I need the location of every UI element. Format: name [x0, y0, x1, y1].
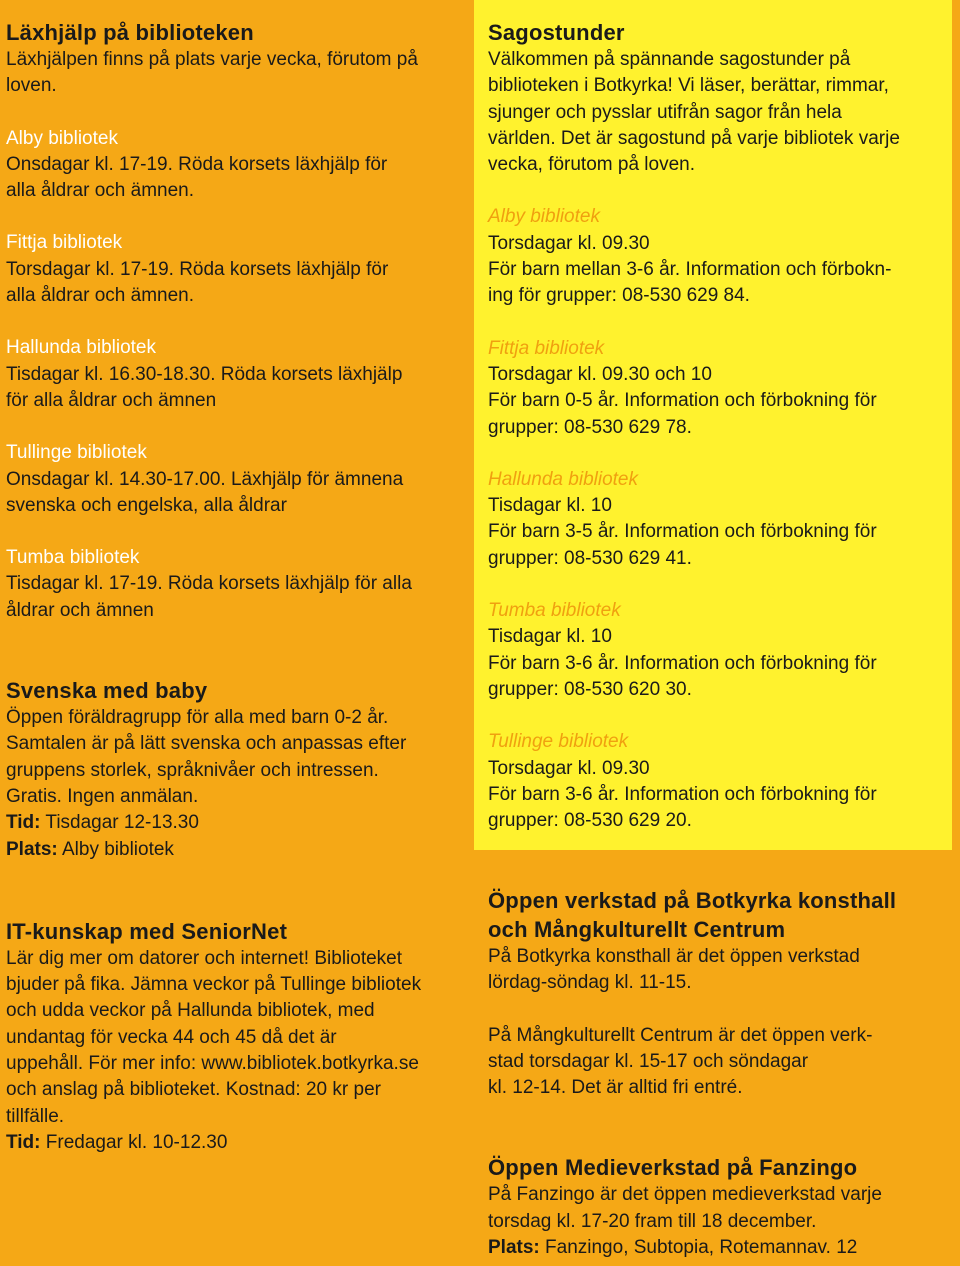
baby-line: Gratis. Ingen anmälan.: [6, 785, 199, 807]
library-name-hallunda: Hallunda bibliotek: [6, 337, 156, 359]
tid-label: Tid:: [6, 812, 41, 834]
it-line: tillfälle.: [6, 1105, 65, 1127]
library-name-alby: Alby bibliotek: [488, 206, 600, 228]
it-title: IT-kunskap med SeniorNet: [6, 918, 288, 944]
library-line: alla åldrar och ämnen.: [6, 180, 194, 202]
library-line: grupper: 08-530 629 20.: [488, 810, 692, 832]
it-section: [6, 917, 461, 1156]
verkstad-line: På Mångkulturellt Centrum är det öppen verk-: [488, 1024, 873, 1046]
verkstad-line: stad torsdagar kl. 15-17 och söndagar: [488, 1050, 809, 1072]
it-line: uppehåll. För mer info: www.bibliotek.botkyrka.se: [6, 1053, 419, 1075]
library-line: grupper: 08-530 620 30.: [488, 678, 692, 700]
baby-title: Svenska med baby: [6, 678, 208, 704]
sago-intro-line: sjunger och pysslar utifrån sagor från hela: [488, 101, 842, 123]
fanzingo-title: Öppen Medieverkstad på Fanzingo: [488, 1155, 858, 1181]
it-line: och udda veckor på Hallunda bibliotek, med: [6, 1000, 375, 1022]
library-line: För barn 3-6 år. Information och förbokning för: [488, 783, 877, 805]
it-line: bjuder på fika. Jämna veckor på Tullinge bibliotek: [6, 974, 422, 996]
verkstad-line: På Botkyrka konsthall är det öppen verkstad: [488, 946, 860, 967]
verkstad-title-line: Öppen verkstad på Botkyrka konsthall: [488, 888, 897, 913]
it-line: Lär dig mer om datorer och internet! Biblioteket: [6, 947, 403, 969]
verkstad-line: lördag-söndag kl. 11-15.: [488, 972, 692, 994]
left-column: [6, 18, 461, 1156]
baby-line: Öppen föräldragrupp för alla med barn 0-2 år.: [6, 707, 389, 729]
library-line: Onsdagar kl. 17-19. Röda korsets läxhjälp för: [6, 153, 388, 175]
library-name-tumba: Tumba bibliotek: [6, 547, 140, 569]
library-line: grupper: 08-530 629 78.: [488, 416, 692, 438]
tid-value: Fredagar kl. 10-12.30: [40, 1131, 228, 1153]
library-name-fittja: Fittja bibliotek: [488, 337, 605, 359]
library-name-tullinge: Tullinge bibliotek: [6, 442, 147, 464]
it-tid: [6, 1130, 461, 1156]
fanzingo-line: På Fanzingo är det öppen medieverkstad varje: [488, 1184, 882, 1206]
right-bottom-column: [488, 886, 954, 1261]
library-line: Tisdagar kl. 16.30-18.30. Röda korsets läxhjälp: [6, 363, 403, 385]
library-line: För barn 3-6 år. Information och förbokning för: [488, 652, 877, 674]
baby-tid: [6, 810, 461, 836]
plats-value: Fanzingo, Subtopia, Rotemannav. 12: [539, 1237, 858, 1259]
baby-line: Samtalen är på lätt svenska och anpassas efter: [6, 733, 407, 755]
lexhjalp-intro-line: loven.: [6, 75, 57, 97]
library-line: ing för grupper: 08-530 629 84.: [488, 285, 750, 307]
library-name-tullinge: Tullinge bibliotek: [488, 731, 629, 753]
sago-intro-line: världen. Det är sagostund på varje bibliotek varje: [488, 127, 900, 149]
library-line: Tisdagar kl. 17-19. Röda korsets läxhjälp för alla: [6, 573, 412, 595]
it-line: undantag för vecka 44 och 45 då det är: [6, 1026, 337, 1048]
lexhjalp-title: Läxhjälp på biblioteken: [6, 20, 254, 45]
sago-title: Sagostunder: [488, 20, 625, 45]
baby-line: gruppens storlek, språknivåer och intressen.: [6, 759, 379, 781]
baby-plats: [6, 837, 461, 863]
library-line: Tisdagar kl. 10: [488, 495, 612, 517]
verkstad-title-line: och Mångkulturellt Centrum: [488, 917, 786, 942]
sago-intro-line: vecka, förutom på loven.: [488, 154, 695, 176]
lexhjalp-section: [6, 18, 461, 624]
library-line: för alla åldrar och ämnen: [6, 389, 217, 411]
library-line: grupper: 08-530 629 41.: [488, 547, 692, 569]
library-line: Torsdagar kl. 17-19. Röda korsets läxhjälp för: [6, 258, 389, 280]
sago-intro-line: Välkommen på spännande sagostunder på: [488, 49, 851, 70]
library-line: För barn mellan 3-6 år. Information och förbokn-: [488, 259, 892, 281]
it-line: och anslag på biblioteket. Kostnad: 20 kr per: [6, 1079, 381, 1101]
sagostunder-section: [488, 18, 948, 834]
library-line: För barn 3-5 år. Information och förbokning för: [488, 521, 877, 543]
fanzingo-section: [488, 1153, 954, 1261]
library-name-alby: Alby bibliotek: [6, 127, 118, 149]
sago-intro-line: biblioteken i Botkyrka! Vi läser, berättar, rimmar,: [488, 75, 889, 97]
library-line: Torsdagar kl. 09.30 och 10: [488, 363, 712, 385]
lexhjalp-intro-line: Läxhjälpen finns på plats varje vecka, förutom på: [6, 49, 418, 70]
library-line: Tisdagar kl. 10: [488, 626, 612, 648]
library-name-fittja: Fittja bibliotek: [6, 232, 123, 254]
library-line: Torsdagar kl. 09.30: [488, 232, 650, 254]
plats-label: Plats:: [488, 1237, 540, 1259]
library-line: Onsdagar kl. 14.30-17.00. Läxhjälp för ämnena: [6, 468, 404, 490]
fanzingo-plats: [488, 1235, 954, 1261]
verkstad-section: [488, 886, 954, 1101]
library-line: åldrar och ämnen: [6, 599, 154, 621]
library-name-hallunda: Hallunda bibliotek: [488, 468, 638, 490]
library-line: alla åldrar och ämnen.: [6, 285, 194, 307]
library-name-tumba: Tumba bibliotek: [488, 600, 621, 622]
library-line: För barn 0-5 år. Information och förbokning för: [488, 390, 877, 412]
library-line: svenska och engelska, alla åldrar: [6, 494, 287, 516]
verkstad-line: kl. 12-14. Det är alltid fri entré.: [488, 1077, 743, 1099]
plats-label: Plats:: [6, 838, 58, 860]
tid-label: Tid:: [6, 1131, 41, 1153]
fanzingo-line: torsdag kl. 17-20 fram till 18 december.: [488, 1210, 817, 1232]
tid-value: Tisdagar 12-13.30: [40, 812, 199, 834]
plats-value: Alby bibliotek: [57, 838, 174, 860]
library-line: Torsdagar kl. 09.30: [488, 757, 650, 779]
baby-section: [6, 676, 461, 863]
